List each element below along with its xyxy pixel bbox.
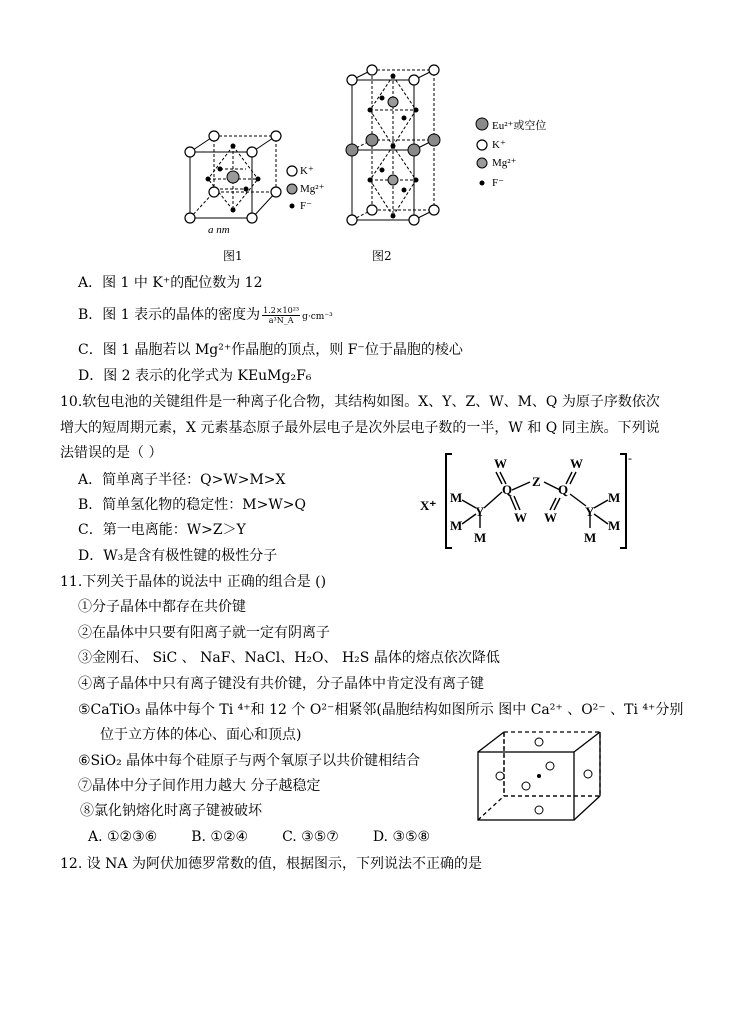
q9-option-b — [78, 305, 333, 327]
density-numerator: 1.2×10²³ — [263, 305, 300, 315]
q9-option-c: C．图 1 晶胞若以 Mg²⁺作晶胞的顶点，则 F⁻位于晶胞的棱心 — [78, 342, 463, 358]
density-denominator: a³N_A — [268, 315, 294, 325]
q11-choice-a: A. ①②③⑥ — [88, 829, 158, 845]
q11-item-1: ①分子晶体中都存在共价键 — [78, 599, 246, 615]
q11-item-6: ⑥SiO₂ 晶体中每个硅原子与两个氧原子以共价键相结合 — [78, 753, 421, 769]
q11-item-5-cont: 位于立方体的体心、面心和顶点) — [100, 727, 302, 743]
atom-w2: W — [570, 456, 583, 471]
atom-y1: Y — [475, 504, 485, 519]
q11-item-8: ⑧氯化钠熔化时离子键被破坏 — [80, 803, 262, 819]
q11-stem: 11.下列关于晶体的说法中 正确的组合是 () — [60, 574, 327, 590]
q10-option-c: C．第一电离能：W>Z＞Y — [78, 522, 246, 538]
fig2-legend-mg: Mg²⁺ — [492, 157, 517, 169]
catio3-unit-cell — [470, 726, 612, 828]
fig2-legend-eu: Eu²⁺或空位 — [492, 120, 547, 132]
q11-item-2: ②在晶体中只要有阳离子就一定有阴离子 — [78, 625, 330, 641]
fig2-legend-f: F⁻ — [492, 177, 504, 189]
atom-q1: Q — [502, 482, 513, 497]
atom-w4: W — [544, 510, 557, 525]
atom-m6: M — [584, 530, 597, 545]
q10-option-d: D．W₃是含有极性键的极性分子 — [78, 548, 278, 564]
fig1-legend-k: K⁺ — [300, 165, 314, 177]
q11-choices — [88, 827, 464, 847]
atom-q2: Q — [558, 482, 569, 497]
fig1-legend-f: F⁻ — [300, 200, 312, 212]
atom-m3: M — [474, 530, 487, 545]
svg-text:-: - — [628, 452, 632, 465]
atom-m2: M — [450, 518, 463, 533]
atom-m1: M — [450, 490, 463, 505]
q11-item-3: ③金刚石、 SiC 、 NaF、NaCl、H₂O、 H₂S 晶体的熔点依次降低 — [78, 650, 500, 666]
atom-y2: Y — [585, 504, 595, 519]
q11-choice-c: C. ③⑤⑦ — [282, 829, 339, 845]
fig2-legend-symbols — [474, 116, 490, 192]
atom-z: Z — [532, 474, 541, 489]
q10-stem-line-2: 增大的短周期元素，X 元素基态原子最外层电子是次外层电子数的一半，W 和 Q 同主族。下列说 — [60, 420, 660, 436]
atom-w1: W — [494, 456, 507, 471]
density-fraction — [262, 306, 300, 325]
fig1-legend-mg: Mg²⁺ — [300, 183, 325, 195]
q10-stem-line-3: 法错误的是（ ） — [60, 445, 163, 461]
q11-item-4: ④离子晶体中只有离子键没有共价键，分子晶体中肯定没有离子键 — [78, 676, 484, 692]
q9-option-a: A．图 1 中 K⁺的配位数为 12 — [78, 275, 263, 291]
cation-label: X⁺ — [420, 498, 437, 513]
q10-option-a: A．简单离子半径：Q>W>M>X — [78, 472, 286, 488]
q11-choice-d: D. ③⑤⑧ — [372, 829, 431, 845]
atom-m5: M — [608, 518, 621, 533]
density-unit: g·cm⁻³ — [302, 312, 333, 322]
q11-item-5: ⑤CaTiO₃ 晶体中每个 Ti ⁴⁺和 12 个 O²⁻相紧邻(晶胞结构如图所示 图中 Ca²⁺ 、O²⁻ 、Ti ⁴⁺分别 — [78, 702, 684, 718]
q10-stem-line-1: 10.软包电池的关键组件是一种离子化合物，其结构如图。X、Y、Z、W、M、Q 为原子序数依次 — [60, 394, 660, 410]
q10-option-b: B．简单氢化物的稳定性：M>W>Q — [78, 497, 306, 513]
q11-item-7: ⑦晶体中分子间作用力越大 分子越稳定 — [78, 778, 321, 794]
fig2-caption: 图2 — [372, 249, 392, 263]
atom-w3: W — [514, 510, 527, 525]
fig2-legend-k: K⁺ — [492, 139, 506, 151]
q11-choice-b: B. ①②④ — [191, 829, 249, 845]
q9-option-d: D．图 2 表示的化学式为 KEuMg₂F₆ — [78, 368, 312, 384]
q9-option-b-text: B．图 1 表示的晶体的密度为 — [78, 307, 261, 323]
fig1-axis-label: a nm — [208, 224, 230, 236]
q12-stem: 12. 设 NA 为阿伏加德罗常数的值，根据图示，下列说法不正确的是 — [60, 856, 482, 872]
atom-m4: M — [608, 490, 621, 505]
figure-2-unit-cell — [344, 62, 454, 232]
fig1-caption: 图1 — [223, 249, 243, 263]
ionic-compound-structure — [418, 452, 634, 554]
